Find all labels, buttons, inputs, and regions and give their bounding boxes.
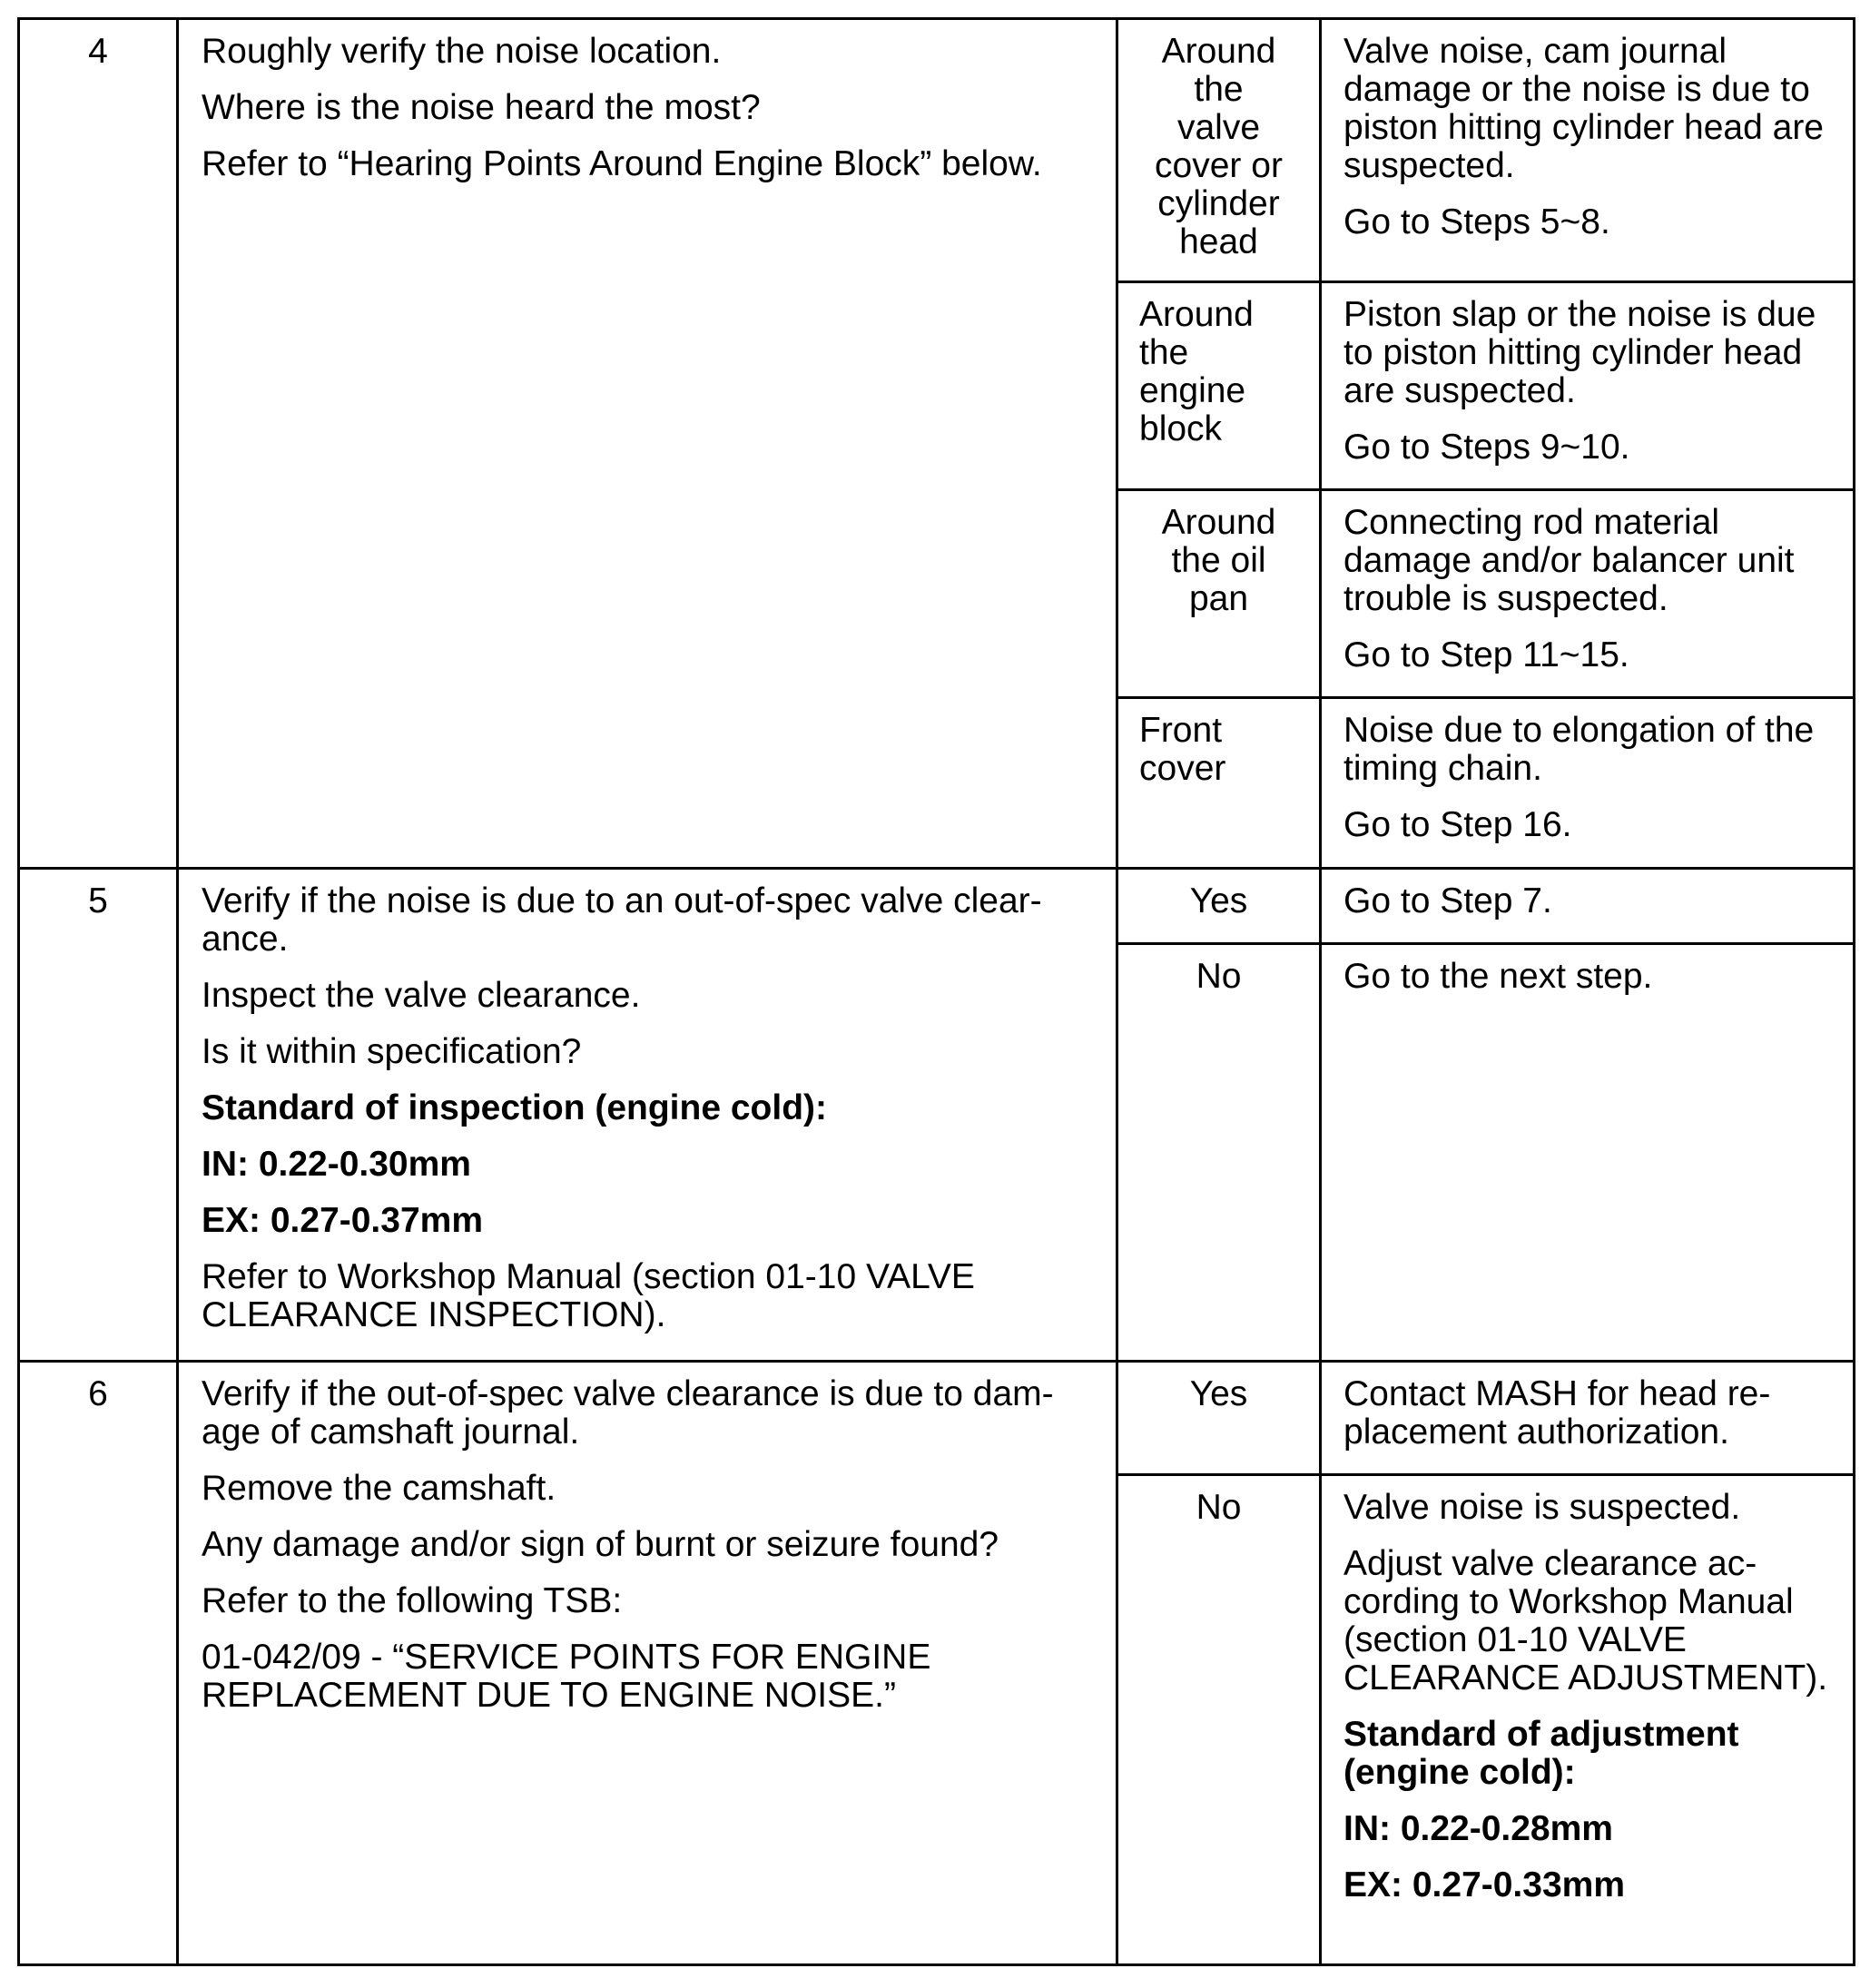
spec-text: EX: 0.27-0.33mm <box>1343 1865 1626 1904</box>
next-action <box>1321 944 1855 1362</box>
action-text: Inspect the valve clearance. <box>202 976 641 1015</box>
next-action <box>1321 490 1855 698</box>
next-action <box>1321 282 1855 490</box>
action-text: Piston slap or the noise is due to piston hitting cylinder head are suspected. <box>1343 295 1816 410</box>
step-number: 6 <box>19 1362 178 1965</box>
spec-text: EX: 0.27-0.37mm <box>202 1201 484 1240</box>
result-label: Around the engine block <box>1117 282 1321 490</box>
step-number: 5 <box>19 869 178 1362</box>
action-text: Any damage and/or sign of burnt or seizure found? <box>202 1525 999 1564</box>
next-action <box>1321 1362 1855 1475</box>
spec-text: IN: 0.22-0.30mm <box>202 1145 471 1184</box>
step-action <box>178 1362 1117 1965</box>
action-text: Valve noise is suspected. <box>1343 1488 1741 1527</box>
table-row <box>19 19 1855 282</box>
step-number: 4 <box>19 19 178 869</box>
result-label: Around the valve cover or cylinder head <box>1117 19 1321 282</box>
step-action <box>178 869 1117 1362</box>
diagnostic-table <box>17 17 1855 1966</box>
result-label: Around the oil pan <box>1117 490 1321 698</box>
spec-text: Standard of adjustment (engine cold): <box>1343 1715 1739 1792</box>
result-label: No <box>1117 1475 1321 1965</box>
reference-text: Refer to Workshop Manual (section 01-10 VALVE CLEARANCE INSPECTION). <box>202 1257 975 1334</box>
result-label: Yes <box>1117 869 1321 944</box>
action-text: Go to Step 7. <box>1343 881 1552 920</box>
action-text: Refer to the following TSB: <box>202 1581 623 1620</box>
action-text: 01-042/09 - “SERVICE POINTS FOR ENGINE REPLACEMENT DUE TO ENGINE NOISE.” <box>202 1638 931 1715</box>
table-row <box>19 869 1855 944</box>
next-action <box>1321 869 1855 944</box>
action-text: Valve noise, cam journal damage or the noise is due to piston hitting cylinder head are suspected. <box>1343 32 1824 185</box>
action-text: Where is the noise heard the most? <box>202 88 761 127</box>
action-text: Is it within specification? <box>202 1032 582 1071</box>
result-label: Front cover <box>1117 698 1321 869</box>
action-text: Remove the camshaft. <box>202 1469 556 1508</box>
spec-text: IN: 0.22-0.28mm <box>1343 1809 1613 1848</box>
action-text: Go to the next step. <box>1343 957 1653 996</box>
action-text: Go to Steps 9~10. <box>1343 428 1630 467</box>
action-text: Go to Steps 5~8. <box>1343 202 1610 241</box>
action-text: Verify if the noise is due to an out-of-spec valve clear-ance. <box>202 881 1042 959</box>
action-text: Adjust valve clearance ac-cording to Workshop Manual (section 01-10 VALVE CLEARANCE ADJUSTMENT). <box>1343 1544 1828 1698</box>
action-text: Roughly verify the noise location. <box>202 32 722 71</box>
spec-text: Standard of inspection (engine cold): <box>202 1088 828 1127</box>
action-text: Go to Step 11~15. <box>1343 635 1629 674</box>
action-text: Go to Step 16. <box>1343 805 1572 844</box>
table-row <box>19 1362 1855 1475</box>
result-label: No <box>1117 944 1321 1362</box>
next-action <box>1321 1475 1855 1965</box>
action-text: Refer to “Hearing Points Around Engine Block” below. <box>202 144 1042 183</box>
action-text: Noise due to elongation of the timing chain. <box>1343 711 1815 788</box>
next-action <box>1321 698 1855 869</box>
action-text: Contact MASH for head re-placement authorization. <box>1343 1374 1771 1452</box>
action-text: Connecting rod material damage and/or balancer unit trouble is suspected. <box>1343 503 1795 618</box>
step-action <box>178 19 1117 869</box>
result-label: Yes <box>1117 1362 1321 1475</box>
action-text: Verify if the out-of-spec valve clearance is due to dam-age of camshaft journal. <box>202 1374 1054 1452</box>
next-action <box>1321 19 1855 282</box>
